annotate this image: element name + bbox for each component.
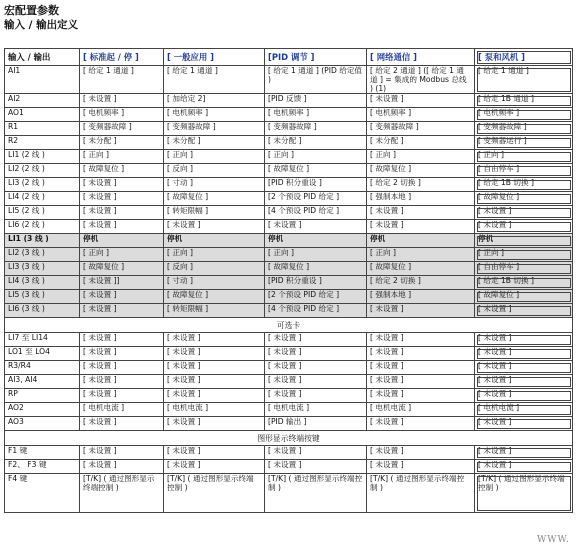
table-cell: [ 未设置 ] [164, 460, 265, 474]
section-label: 图形显示终端按键 [5, 431, 573, 446]
row-label: LI4 (2 线 ) [5, 192, 80, 206]
table-cell: [ 故障复位 ] [475, 290, 573, 304]
table-row [5, 150, 573, 164]
row-label: LI5 (3 线 ) [5, 290, 80, 304]
row-label: AI3, AI4 [5, 375, 80, 389]
table-cell: [ 未设置 ] [265, 361, 367, 375]
table-cell: [4 个预设 PID 给定 ] [265, 304, 367, 318]
table-cell: [ 未分配 ] [265, 136, 367, 150]
table-cell: [ 故障复位 ] [265, 262, 367, 276]
table-row [5, 192, 573, 206]
table-cell: [ 变频器故障 ] [367, 122, 475, 136]
table-cell: [ 正向 ] [367, 150, 475, 164]
table-cell: [ 给定 1 通道 ] [80, 66, 164, 94]
table-cell: [ 给定 1 通道 ] (PID 给定值 ) [265, 66, 367, 94]
table-cell: [ 变频器故障 ] [80, 122, 164, 136]
row-label: AI2 [5, 94, 80, 108]
row-label: LI4 (3 线 ) [5, 276, 80, 290]
row-label: AO3 [5, 417, 80, 431]
table-row [5, 474, 573, 513]
table-cell: [ 未设置 ] [265, 446, 367, 460]
table-cell: [ 未设置 ] [164, 446, 265, 460]
table-cell: [ 电机电流 ] [164, 403, 265, 417]
table-cell: [ 未设置 ] [265, 389, 367, 403]
table-cell: [ 给定 2 切换 ] [367, 276, 475, 290]
table-cell: [4 个预设 PID 给定 ] [265, 206, 367, 220]
table-cell: [ 未设置 ] [367, 347, 475, 361]
table-cell: [ 正向 ] [265, 150, 367, 164]
header-io: 输入 / 输出 [5, 49, 80, 66]
table-cell: [ 未设置 ] [164, 417, 265, 431]
table-cell: 停机 [475, 234, 573, 248]
table-cell: [ 电机电流 ] [265, 403, 367, 417]
table-row [5, 108, 573, 122]
table-cell: [PID 积分重设 ] [265, 276, 367, 290]
table-cell: [ 自由停车 ] [475, 262, 573, 276]
table-cell: [ 未设置 ] [475, 389, 573, 403]
table-cell: [ 电机频率 ] [367, 108, 475, 122]
row-label: AO2 [5, 403, 80, 417]
table-cell: [ 未设置 ] [265, 460, 367, 474]
row-label: R3/R4 [5, 361, 80, 375]
table-cell: [ 正向 ] [475, 150, 573, 164]
row-label: F2、 F3 键 [5, 460, 80, 474]
table-cell: 停机 [164, 234, 265, 248]
table-cell: [ 未设置 ] [80, 290, 164, 304]
table-row [5, 248, 573, 262]
row-label: LI5 (2 线 ) [5, 206, 80, 220]
header-network-communication: [ 网络通信 ] [367, 49, 475, 66]
table-cell: [ 电机电流 ] [367, 403, 475, 417]
table-row [5, 122, 573, 136]
table-cell: [ 未设置 ] [80, 333, 164, 347]
table-cell: [ 故障复位 ] [80, 262, 164, 276]
table-cell: [ 未设置 ] [80, 220, 164, 234]
table-cell: [ 未设置 ] [265, 375, 367, 389]
table-cell: [T/K] ( 通过图形显示终端控制 ) [80, 474, 164, 513]
table-row [5, 333, 573, 347]
row-label: LI2 (2 线 ) [5, 164, 80, 178]
table-cell: [ 故障复位 ] [475, 192, 573, 206]
table-cell: [ 自由停车 ] [475, 164, 573, 178]
table-cell: [ 未设置 ] [164, 375, 265, 389]
section-label: 可选卡 [5, 318, 573, 333]
table-row [5, 361, 573, 375]
table-cell: [ 故障复位 ] [367, 262, 475, 276]
table-cell: [ 给定 1B 通道 ] [475, 94, 573, 108]
table-cell: [ 给定 2 通道 ] ([ 给定 1 通道 ] = 集成的 Modbus 总线 ) (1) [367, 66, 475, 94]
row-label: LO1 至 LO4 [5, 347, 80, 361]
table-cell: [ 电机频率 ] [164, 108, 265, 122]
table-cell: [ 未设置 ] [475, 220, 573, 234]
table-cell: [ 电机电流 ] [475, 403, 573, 417]
table-row [5, 460, 573, 474]
table-cell: [PID 反馈 ] [265, 94, 367, 108]
table-row [5, 66, 573, 94]
table-cell: [ 未分配 ] [367, 136, 475, 150]
table-body [5, 49, 573, 513]
table-cell: [ 正向 ] [367, 248, 475, 262]
table-cell: [ 未设置 ] [475, 347, 573, 361]
table-cell: [ 未设置 ] [367, 375, 475, 389]
table-row [5, 403, 573, 417]
table-row [5, 276, 573, 290]
table-cell: [ 未设置 ]] [80, 276, 164, 290]
table-cell: [2 个预设 PID 给定 ] [265, 192, 367, 206]
row-label: LI3 (2 线 ) [5, 178, 80, 192]
table-cell: [ 正向 ] [164, 150, 265, 164]
table-cell: [ 未设置 ] [475, 333, 573, 347]
table-cell: [ 未设置 ] [367, 304, 475, 318]
row-label: LI6 (2 线 ) [5, 220, 80, 234]
table-cell: [T/K] ( 通过图形显示终端控制 ) [265, 474, 367, 513]
table-row [5, 206, 573, 220]
table-cell: [ 转矩限幅 ] [164, 304, 265, 318]
row-label: LI2 (3 线 ) [5, 248, 80, 262]
table-cell: [ 故障复位 ] [80, 164, 164, 178]
table-cell: [ 正向 ] [80, 248, 164, 262]
table-cell: [ 电机电流 ] [80, 403, 164, 417]
table-cell: [ 未设置 ] [80, 389, 164, 403]
table-row [5, 446, 573, 460]
table-cell: [PID 输出 ] [265, 417, 367, 431]
table-cell: [ 未设置 ] [164, 347, 265, 361]
table-cell: [ 未设置 ] [367, 417, 475, 431]
table-cell: [ 加给定 2] [164, 94, 265, 108]
table-cell: [ 未设置 ] [367, 206, 475, 220]
table-cell: [ 未设置 ] [80, 446, 164, 460]
header-pump-and-fan: [ 泵和风机 ] [475, 49, 573, 66]
section-row [5, 431, 573, 446]
table-cell: [ 反向 ] [164, 164, 265, 178]
table-cell: [ 故障复位 ] [265, 164, 367, 178]
table-cell: [ 未设置 ] [475, 460, 573, 474]
table-row [5, 234, 573, 248]
table-cell: [ 未设置 ] [80, 417, 164, 431]
table-row [5, 389, 573, 403]
table-cell: [ 转矩限幅 ] [164, 206, 265, 220]
table-cell: [ 正向 ] [475, 248, 573, 262]
table-cell: [ 给定 1B 切换 ] [475, 276, 573, 290]
table-cell: [PID 积分重设 ] [265, 178, 367, 192]
table-cell: [ 寸动 ] [164, 178, 265, 192]
row-label: LI7 至 LI14 [5, 333, 80, 347]
table-cell: [ 电机频率 ] [265, 108, 367, 122]
table-cell: [ 未设置 ] [80, 178, 164, 192]
table-cell: [ 未设置 ] [475, 417, 573, 431]
header-standard-start-stop: [ 标准起 / 停 ] [80, 49, 164, 66]
table-cell: [ 未设置 ] [475, 304, 573, 318]
section-row [5, 318, 573, 333]
table-row [5, 220, 573, 234]
table-cell: [ 寸动 ] [164, 276, 265, 290]
watermark: WWW. [536, 535, 570, 545]
table-row [5, 290, 573, 304]
table-cell: [ 未设置 ] [367, 460, 475, 474]
table-cell: [T/K] ( 通过图形显示终端控制 ) [367, 474, 475, 513]
row-label: R1 [5, 122, 80, 136]
row-label: R2 [5, 136, 80, 150]
table-row [5, 136, 573, 150]
row-label: LI6 (3 线 ) [5, 304, 80, 318]
table-cell: [ 未设置 ] [80, 94, 164, 108]
table-row [5, 164, 573, 178]
table-cell: [ 变频器故障 ] [164, 122, 265, 136]
table-cell: [ 给定 1 通道 ] [164, 66, 265, 94]
table-cell: [ 电机频率 ] [475, 108, 573, 122]
table-cell: [ 未设置 ] [475, 206, 573, 220]
table-cell: [ 未设置 ] [164, 361, 265, 375]
header-general-use: [ 一般应用 ] [164, 49, 265, 66]
table-cell: [ 未设置 ] [80, 361, 164, 375]
table-cell: [ 未设置 ] [164, 389, 265, 403]
table-cell: [ 未设置 ] [80, 460, 164, 474]
table-cell: [ 给定 2 切换 ] [367, 178, 475, 192]
table-cell: [ 变频器故障 ] [265, 122, 367, 136]
header-pid-regulation: [PID 调节 ] [265, 49, 367, 66]
table-cell: [ 未设置 ] [367, 446, 475, 460]
table-cell: [T/K] ( 通过图形显示终端控制 ) [475, 474, 573, 513]
page-subtitle: 输入 / 输出定义 [4, 19, 79, 31]
table-cell: [ 变频器故障 ] [475, 122, 573, 136]
table-cell: [ 未设置 ] [475, 375, 573, 389]
row-label: LI1 (2 线 ) [5, 150, 80, 164]
table-row [5, 94, 573, 108]
table-row [5, 375, 573, 389]
table-cell: 停机 [367, 234, 475, 248]
table-cell: [ 未设置 ] [367, 94, 475, 108]
table-cell: [2 个预设 PID 给定 ] [265, 290, 367, 304]
table-row [5, 417, 573, 431]
table-cell: [ 未分配 ] [164, 136, 265, 150]
table-cell: [ 未设置 ] [80, 206, 164, 220]
table-cell: [ 给定 1 通道 ] [475, 66, 573, 94]
table-cell: [ 强制本地 ] [367, 192, 475, 206]
table-cell: [ 电机频率 ] [80, 108, 164, 122]
table-cell: [ 未设置 ] [164, 333, 265, 347]
table-cell: [ 未设置 ] [80, 192, 164, 206]
table-cell: [ 未设置 ] [80, 347, 164, 361]
table-cell: [ 未设置 ] [265, 347, 367, 361]
table-cell: [ 未设置 ] [475, 446, 573, 460]
row-label: AO1 [5, 108, 80, 122]
table-cell: [ 变频器运行 ] [475, 136, 573, 150]
row-label: LI1 (3 线 ) [5, 234, 80, 248]
table-cell: [ 给定 1B 切换 ] [475, 178, 573, 192]
table-cell: [ 反向 ] [164, 262, 265, 276]
table-cell: [ 故障复位 ] [164, 192, 265, 206]
table-cell: [ 强制本地 ] [367, 290, 475, 304]
table-cell: [ 正向 ] [164, 248, 265, 262]
table-cell: [ 未设置 ] [367, 333, 475, 347]
row-label: F1 键 [5, 446, 80, 460]
table-cell: [ 未设置 ] [80, 375, 164, 389]
row-label: RP [5, 389, 80, 403]
macro-config-table [4, 48, 573, 513]
table-cell: [ 未设置 ] [265, 333, 367, 347]
row-label: AI1 [5, 66, 80, 94]
table-cell: [ 未分配 ] [80, 136, 164, 150]
table-cell: [ 未设置 ] [80, 304, 164, 318]
row-label: LI3 (3 线 ) [5, 262, 80, 276]
table-cell: [ 正向 ] [80, 150, 164, 164]
table-cell: [ 故障复位 ] [164, 290, 265, 304]
row-label: F4 键 [5, 474, 80, 513]
table-cell: [ 未设置 ] [475, 361, 573, 375]
table-cell: 停机 [80, 234, 164, 248]
table-cell: [ 未设置 ] [367, 361, 475, 375]
table-row [5, 347, 573, 361]
table-cell: [ 未设置 ] [164, 220, 265, 234]
table-cell: 停机 [265, 234, 367, 248]
table-cell: [ 未设置 ] [367, 220, 475, 234]
page-title: 宏配置参数 [4, 4, 59, 17]
table-cell: [ 故障复位 ] [367, 164, 475, 178]
table-row [5, 304, 573, 318]
table-cell: [ 未设置 ] [367, 389, 475, 403]
table-cell: [ 正向 ] [265, 248, 367, 262]
table-row [5, 262, 573, 276]
table-cell: [ 未设置 ] [265, 220, 367, 234]
table-header-row [5, 49, 573, 66]
table-cell: [T/K] ( 通过图形显示终端控制 ) [164, 474, 265, 513]
table-row [5, 178, 573, 192]
